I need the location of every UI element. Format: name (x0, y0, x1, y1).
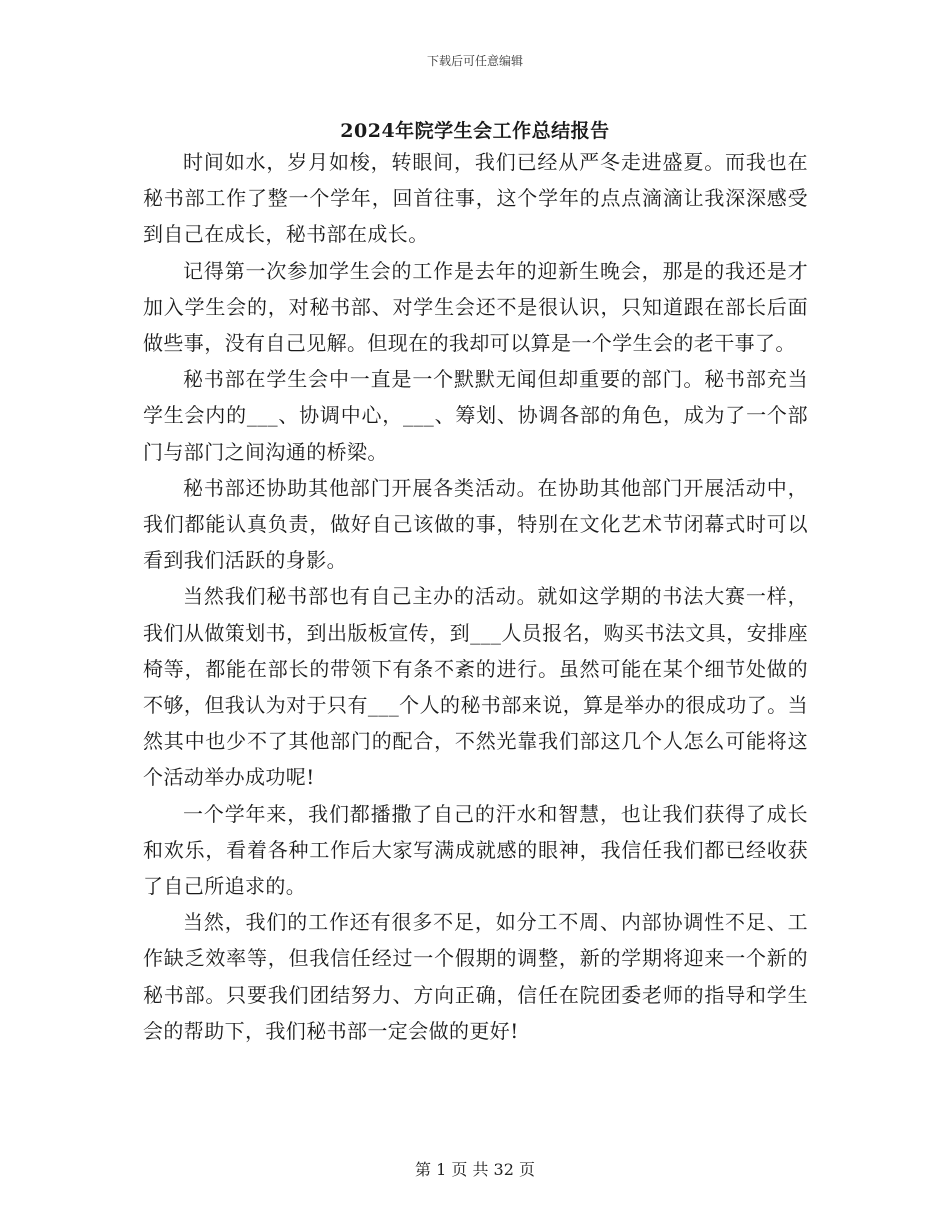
document-title: 2024年院学生会工作总结报告 (340, 120, 610, 142)
paragraph-7: 当然，我们的工作还有很多不足，如分工不周、内部协调性不足、工作缺乏效率等，但我信任经过一个假期的调整，新的学期将迎来一个新的秘书部。只要我们团结努力、方向正确，信任在院团委老师的指导和学生会的帮助下，我们秘书部一定会做的更好! (143, 910, 808, 1043)
paragraph-2: 记得第一次参加学生会的工作是去年的迎新生晚会，那是的我还是才加入学生会的，对秘书部、对学生会还不是很认识，只知道跟在部长后面做些事，没有自己见解。但现在的我却可以算是一个学生会的老干事了。 (143, 258, 808, 356)
paragraph-5: 当然我们秘书部也有自己主办的活动。就如这学期的书法大赛一样，我们从做策划书，到出版板宣传，到___人员报名，购买书法文具，安排座椅等，都能在部长的带领下有条不紊的进行。虽然可能在某个细节处做的不够，但我认为对于只有___个人的秘书部来说，算是举办的很成功了。当然其中也少不了其他部门的配合，不然光靠我们部这几个人怎么可能将这个活动举办成功呢! (143, 584, 808, 790)
paragraph-1: 时间如水，岁月如梭，转眼间，我们已经从严冬走进盛夏。而我也在秘书部工作了整一个学年，回首往事，这个学年的点点滴滴让我深深感受到自己在成长，秘书部在成长。 (143, 150, 808, 247)
paragraph-6: 一个学年来，我们都播撒了自己的汗水和智慧，也让我们获得了成长和欢乐，看着各种工作后大家写满成就感的眼神，我信任我们都已经收获了自己所追求的。 (143, 801, 808, 899)
paragraph-3: 秘书部在学生会中一直是一个默默无闻但却重要的部门。秘书部充当学生会内的___、协调中心，___、筹划、协调各部的角色，成为了一个部门与部门之间沟通的桥梁。 (143, 367, 808, 464)
document-body (143, 144, 808, 1049)
page-number-footer: 第 1 页 共 32 页 (415, 1160, 535, 1179)
paragraph-4: 秘书部还协助其他部门开展各类活动。在协助其他部门开展活动中，我们都能认真负责，做好自己该做的事，特别在文化艺术节闭幕式时可以看到我们活跃的身影。 (143, 475, 808, 573)
header-note: 下载后可任意编辑 (426, 54, 523, 68)
